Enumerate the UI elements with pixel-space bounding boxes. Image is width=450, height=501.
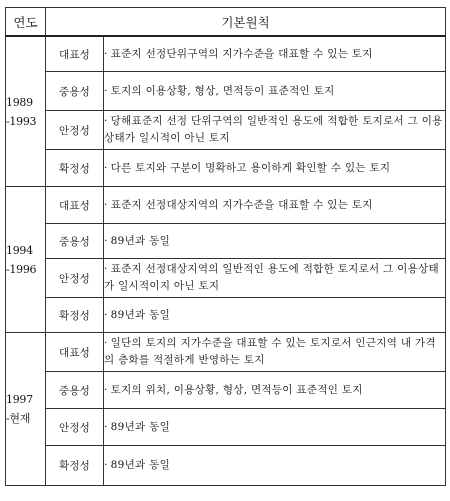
table-row xyxy=(6,372,446,409)
standard-land-principles-table xyxy=(5,7,446,486)
table-row xyxy=(6,72,446,111)
year-column-header: 연도 xyxy=(6,8,46,37)
year-cell-1989 xyxy=(6,36,46,187)
principle-text: 표준지 선정대상지역의 지가수준을 대표할 수 있는 토지 xyxy=(110,198,373,211)
principle-text: 토지의 위치, 이용상황, 형상, 면적등이 표준적인 토지 xyxy=(110,383,363,396)
principle-text: 89년과 동일 xyxy=(110,420,171,433)
category-cell: 중용성 xyxy=(46,224,104,259)
year-start: 1989 xyxy=(6,95,33,109)
year-start: 1997 xyxy=(6,393,33,406)
principle-cell xyxy=(104,409,446,446)
table-row xyxy=(6,259,446,298)
category-cell: 안정성 xyxy=(46,111,104,150)
table-row xyxy=(6,111,446,150)
principle-text: 토지의 이용상황, 형상, 면적등이 표준적인 토지 xyxy=(110,84,335,97)
bullet-mark: · xyxy=(104,337,108,349)
bullet-mark: · xyxy=(104,383,108,396)
year-end: -현재 xyxy=(6,412,31,425)
bullet-mark: · xyxy=(104,420,108,433)
principle-cell xyxy=(104,36,446,72)
principle-cell xyxy=(104,446,446,486)
bullet-mark: · xyxy=(104,234,108,247)
principle-cell xyxy=(104,111,446,150)
category-cell: 대표성 xyxy=(46,333,104,372)
principle-cell xyxy=(104,150,446,187)
table-row xyxy=(6,187,446,224)
category-cell: 대표성 xyxy=(46,187,104,224)
year-cell-1997 xyxy=(6,333,46,486)
year-end: -1996 xyxy=(6,262,37,276)
category-cell: 대표성 xyxy=(46,36,104,72)
bullet-mark: · xyxy=(104,263,108,275)
principle-cell xyxy=(104,298,446,333)
principle-text: 표준지 선정단위구역의 지가수준을 대표할 수 있는 토지 xyxy=(110,47,373,60)
principle-cell xyxy=(104,224,446,259)
year-start: 1994 xyxy=(6,243,33,257)
principle-cell xyxy=(104,259,446,298)
category-cell: 확정성 xyxy=(46,298,104,333)
table-row xyxy=(6,36,446,72)
table-row xyxy=(6,224,446,259)
principle-text: 당해표준지 선정 단위구역의 일반적인 용도에 적합한 토지로서 그 이용상태가 일시적이 아닌 토지 xyxy=(104,115,443,144)
bullet-mark: · xyxy=(104,198,108,211)
principle-cell xyxy=(104,187,446,224)
category-cell: 중용성 xyxy=(46,372,104,409)
bullet-mark: · xyxy=(104,47,108,60)
principle-cell xyxy=(104,333,446,372)
principle-text: 89년과 동일 xyxy=(110,234,171,247)
principle-column-header: 기본원칙 xyxy=(46,8,446,37)
table-row xyxy=(6,333,446,372)
category-cell: 확정성 xyxy=(46,150,104,187)
year-cell-1994 xyxy=(6,187,46,333)
principle-cell xyxy=(104,72,446,111)
bullet-mark: · xyxy=(104,84,108,97)
principle-text: 89년과 동일 xyxy=(110,308,171,321)
principle-text: 표준지 선정대상지역의 일반적인 용도에 적합한 토지로서 그 이용상태가 일시적이지 아닌 토지 xyxy=(104,263,439,292)
table-row xyxy=(6,409,446,446)
category-cell: 중용성 xyxy=(46,72,104,111)
category-cell: 안정성 xyxy=(46,409,104,446)
bullet-mark: · xyxy=(104,459,108,471)
header-row xyxy=(6,8,446,37)
year-end: -1993 xyxy=(6,114,37,128)
principle-text: 89년과 동일 xyxy=(110,459,171,471)
category-cell: 안정성 xyxy=(46,259,104,298)
table-row xyxy=(6,150,446,187)
principle-text: 다른 토지와 구분이 명확하고 용이하게 확인할 수 있는 토지 xyxy=(110,161,391,174)
bullet-mark: · xyxy=(104,161,108,174)
principle-cell xyxy=(104,372,446,409)
category-cell: 확정성 xyxy=(46,446,104,486)
bullet-mark: · xyxy=(104,115,108,127)
bullet-mark: · xyxy=(104,308,108,321)
principle-text: 일단의 토지의 지가수준을 대표할 수 있는 토지로서 인근지역 내 가격의 층화를 적절하게 반영하는 토지 xyxy=(104,337,436,366)
table-row xyxy=(6,446,446,486)
table-row xyxy=(6,298,446,333)
